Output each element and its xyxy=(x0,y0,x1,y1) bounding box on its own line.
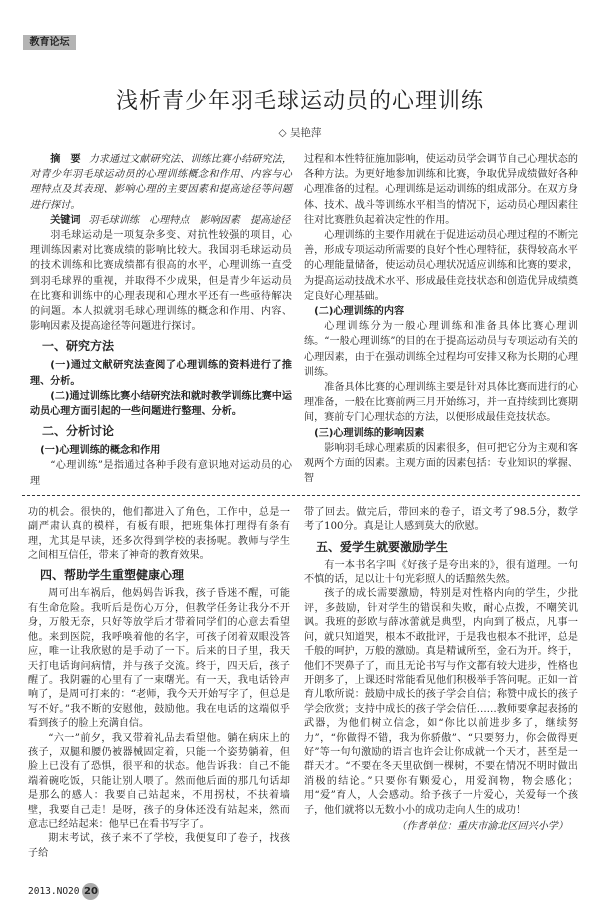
paragraph: 有一本书名字叫《好孩子是夸出来的》，很有道理。一句不慎的话，足以让十句光彩照人的话黯然失然。 xyxy=(304,559,578,586)
keywords-label: 关键词 xyxy=(50,214,81,226)
section-heading: 一、研究方法 xyxy=(42,339,115,354)
author-name: 吴艳萍 xyxy=(289,127,322,139)
page-footer xyxy=(22,883,578,900)
paragraph: 影响羽毛球心理素质的因素很多，但可把它分为主观和客观两个方面的因素。主观方面的因素包括：专业知识的掌握、智 xyxy=(304,442,578,485)
author-line xyxy=(22,126,578,140)
paragraph: (一)通过文献研究法查阅了心理训练的资料进行了推理、分析。 xyxy=(30,360,292,387)
paragraph: 孩子的成长需要激励，特别是对性格内向的学生，少批评，多鼓励，针对学生的错误和失败，耐心点拨，不嘲笑讥讽。我班的彭欧与薛冰蕾就是典型，内向到了极点，凡事一问，就只知道哭，根本不敢批评，于是我也根本不批评，总是千般的呵护，万般的激励。真是精诚所至，金石为开。终于，他们不哭鼻子了，而且无论书写与作文都有较大进步，性格也开朗多了，上课还时常能看见他们积极举手答问呢。正如一首育儿歌所说：鼓励中成长的孩子学会自信；称赞中成长的孩子学会欣赏；支持中成长的孩子学会信任……教师要拿起表扬的武器，为他们树立信念，如“你比以前进步多了，继续努力”，“你做得不错，我为你骄傲”、“只要努力，你会做得更好”等一句句激励的语言也许会让你成就一个天才，甚至是一群天才。“不要在冬天里砍倒一棵树，不要在情况不明时做出消极的结论。”只要你有颗爱心，用爱润物，物会感化；用“爱”育人，人会感动。给予孩子一片爱心，关爱每一个孩子，他们就将以无数小小的成功走向人生的成功！ xyxy=(304,588,578,816)
abstract xyxy=(30,152,292,213)
paragraph: “心理训练”是指通过各种手段有意识地对运动员的心理 xyxy=(30,460,292,487)
article-title: 浅析青少年羽毛球运动员的心理训练 xyxy=(115,89,484,114)
keywords xyxy=(30,213,292,228)
paragraph: (二)通过训练比赛小结研究法和就时教学训练比赛中运动员心理方面引起的一些问题进行整理、分析。 xyxy=(30,390,292,418)
abstract-text: 力求通过文献研究法、训练比赛小结研究法，对青少年羽毛球运动员的心理训练概念和作用、内容与心理特点及其表现、影响心理的主要因素和提高途径等问题进行探讨。 xyxy=(30,154,293,211)
paragraph: 准备具体比赛的心理训练主要是针对具体比赛而进行的心理准备，一般在比赛前两三月开始练习，并一直持续到比赛期间，赛前专门心理状态的方法，以便形成最佳竞技状态。 xyxy=(304,382,578,424)
section-heading: 四、帮助学生重塑健康心理 xyxy=(40,568,185,583)
diamond-icon: ◇ xyxy=(278,127,287,139)
paragraph: 带了回去。做完后，带回来的卷子，语文考了98.5分，数学考了100分。真是让人感到莫大的欣慰。 xyxy=(304,506,578,533)
paragraph: 周可出车祸后，他妈妈告诉我，孩子昏迷不醒，可能有生命危险。我听后是伤心万分，但教学任务让我分不开身，万般无奈，只好等放学后才带着同学们的心意去看望他。来到医院，我呼唤着他的名字，可孩子闭着双眼没答应，唯一让我欣慰的是手动了一下。后来的日子里，我天天打电话询问病情，并与孩子交流。终于，四天后，孩子醒了。我阴霾的心里有了一束曙光。有一天，我电话铃声响了，是周可打来的：“老师，我今天开始写字了，但总是写不好。”我不断的安慰他，鼓励他。我在电话的这端似乎看到孩子的脸上充满自信。 xyxy=(28,588,290,730)
paragraph: “六一”前夕，我又带着礼品去看望他。躺在病床上的孩子，双腿和腰仍被器械固定着，只能一个姿势躺着，但脸上已没有了恐惧，很平和的状态。他告诉我：自己不能端着碗吃饭，只能让别人喂了。然而他后面的那几句话却是那么的感人：我要自己站起来，不用拐杖，不扶着墙壁，我要自己走！是呀，孩子的身体还没有站起来，然而意志已经站起来：他早已在看书写字了。 xyxy=(28,732,290,830)
bottom-section xyxy=(22,506,578,861)
section-tag: 教育论坛 xyxy=(23,35,76,50)
top-left-column xyxy=(30,152,292,489)
paragraph: 心理训练的主要作用就在于促进运动员心理过程的不断完善，形成专项运动所需要的良好个性心理特征，获得较高水平的心理能量储备，使运动员心理状况适应训练和比赛的要求，为提高运动技战术水平、形成最佳竞技状态和创造优异成绩奠定良好心理基础。 xyxy=(304,230,578,302)
subsection-heading: (一)心理训练的概念和作用 xyxy=(40,445,161,457)
issue-number: 2013.NO20 xyxy=(28,886,80,898)
paragraph: 期末考试，孩子来不了学校，我便复印了卷子，找孩子给 xyxy=(28,833,290,859)
keywords-text: 羽毛球训练 心理特点 影响因素 提高途径 xyxy=(88,214,291,226)
top-right-column xyxy=(304,152,578,486)
paragraph: 功的机会。很快的，他们都进入了角色，工作中，总是一副严肃认真的模样，有板有眼，把班集体打理得有条有理，尤其是早读，还多次得到学校的表扬呢。教师与学生之间相互信任，带来了神奇的教育效果。 xyxy=(28,506,290,562)
paragraph: 心理训练分为一般心理训练和准备具体比赛心理训练。“一般心理训练”的目的在于提高运动员与专项运动有关的心理因素，由于在强动训练全过程均可安排又称为长期的心理训练。 xyxy=(304,321,578,378)
page-number-badge: 20 xyxy=(82,883,99,900)
subsection-heading: (二)心理训练的内容 xyxy=(314,306,405,318)
paragraph: 过程和本性特征施加影响，使运动员学会调节自己心理状态的各种方法。为更好地参加训练和比赛，争取优异成绩做好各种心理准备的过程。心理训练是运动训练的组成部分。在双方身体、技术、战斗等训练水平相当的情况下，运动员心理因素往往对比赛胜负起着决定性的作用。 xyxy=(304,154,578,226)
section-heading: 五、爱学生就要激励学生 xyxy=(316,539,449,554)
author-affiliation: （作者单位：重庆市渝北区回兴小学） xyxy=(396,820,568,832)
article-divider xyxy=(22,495,580,496)
top-section xyxy=(22,152,578,489)
subsection-heading: (三)心理训练的影响因素 xyxy=(314,427,425,439)
paragraph: 羽毛球运动是一项复杂多变、对抗性较强的项目，心理训练因素对比赛成绩的影响比较大。我国羽毛球运动员的技术训练和比赛成绩都有很高的水平，心理训练一直受到羽毛球界的重视，并取得不少成果，但是青少年运动员在比赛和训练中的心理表现和心理水平还有一些亟待解决的问题。本人拟就羽毛球心理训练的概念和作用、内容、影响因素及提高途径等问题进行探讨。 xyxy=(30,230,292,333)
abstract-label: 摘 要 xyxy=(50,154,81,165)
section-heading: 二、分析讨论 xyxy=(42,424,115,439)
bottom-left-column xyxy=(28,506,290,861)
bottom-right-column xyxy=(304,506,578,835)
top-left-body xyxy=(30,228,292,489)
